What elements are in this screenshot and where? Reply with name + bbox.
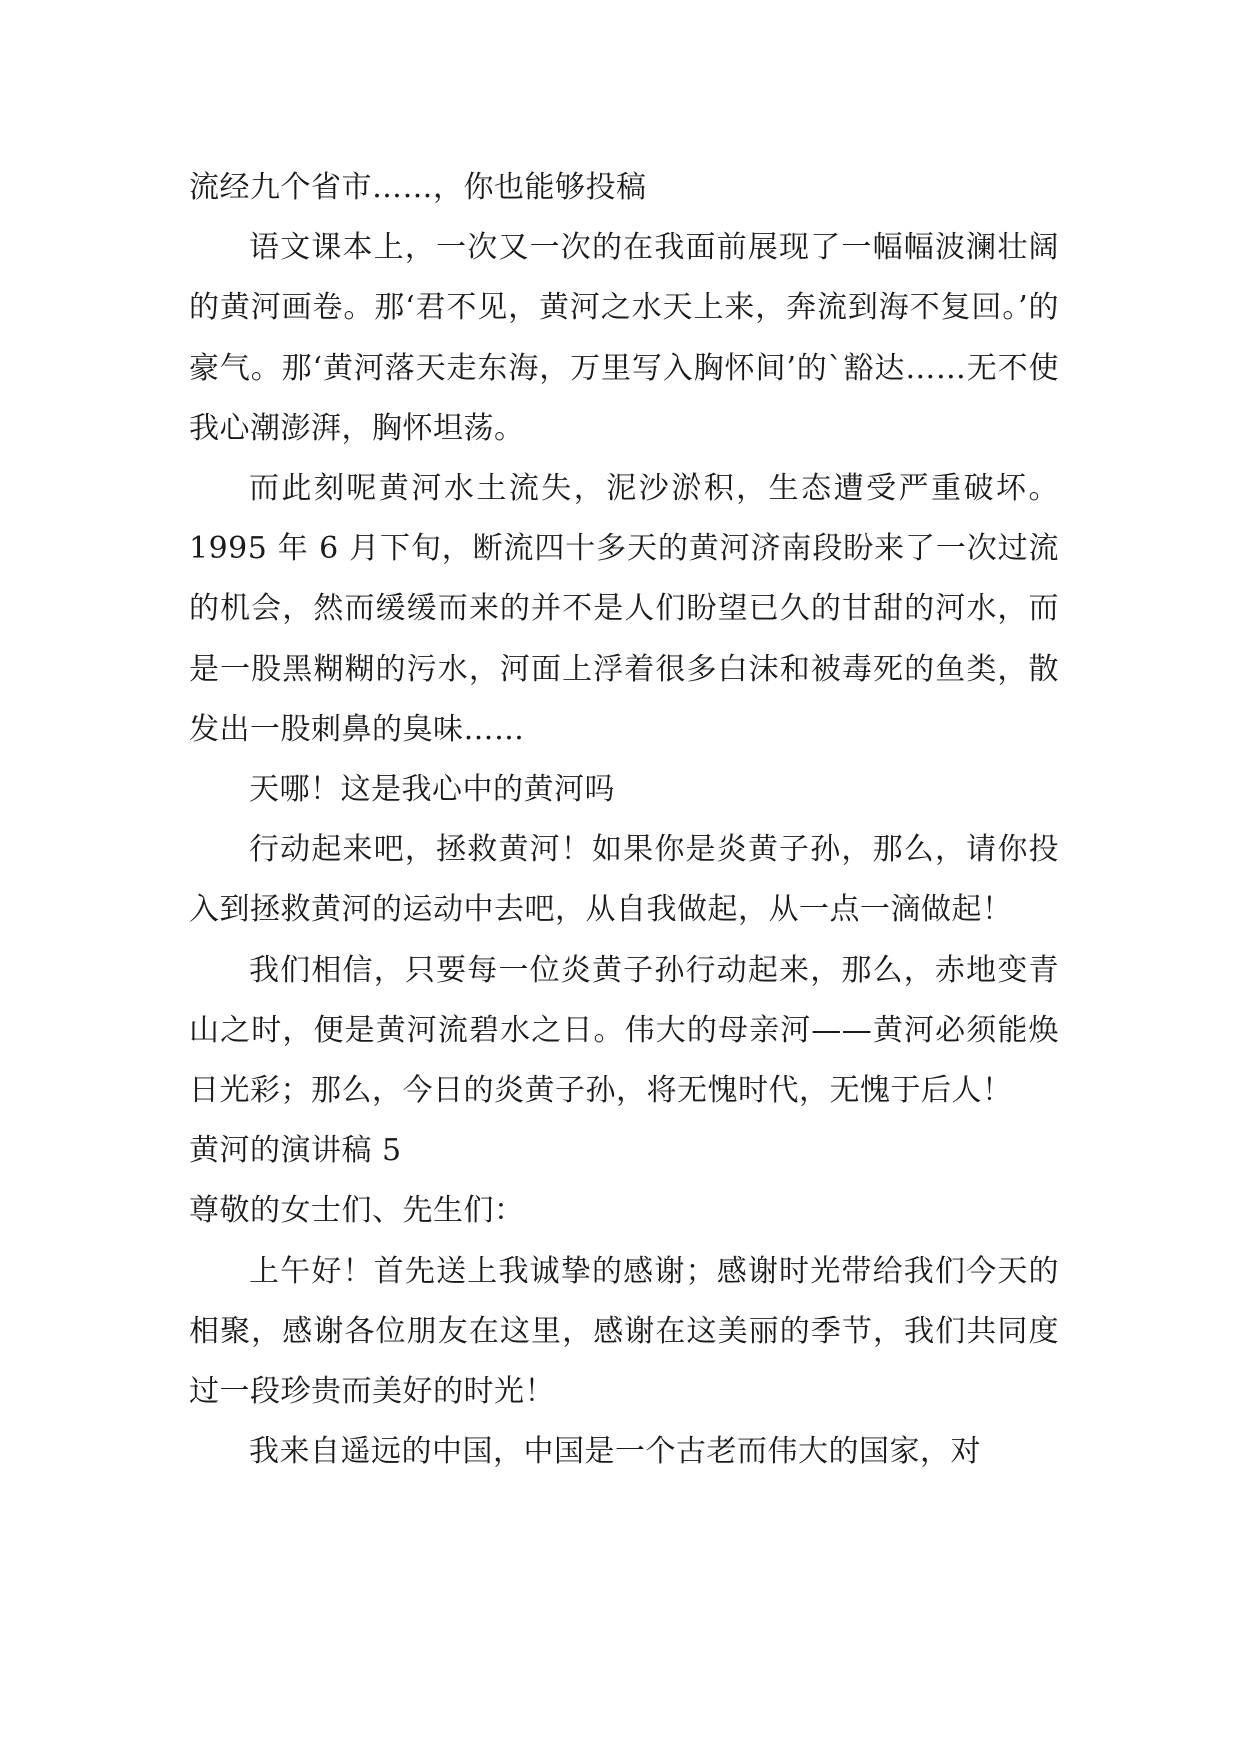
paragraph: 上午好！首先送上我诚挚的感谢；感谢时光带给我们今天的相聚，感谢各位朋友在这里，感谢在这美丽的季节，我们共同度过一段珍贵而美好的时光！ — [189, 1253, 1059, 1410]
paragraph: 而此刻呢黄河水土流失，泥沙淤积，生态遭受严重破坏。1995 年 6 月下旬，断流四十多天的黄河济南段盼来了一次过流的机会，然而缓缓而来的并不是人们盼望已久的甘甜的河水，而是一股黑糊糊的污水，河面上浮着很多白沫和被毒死的鱼类，散发出一股刺鼻的臭味…… — [189, 471, 1059, 747]
paragraph: 流经九个省市……，你也能够投稿 — [189, 170, 647, 205]
paragraph: 我来自遥远的中国，中国是一个古老而伟大的国家，对 — [249, 1434, 981, 1470]
salutation: 尊敬的女士们、先生们： — [189, 1193, 525, 1229]
paragraph: 行动起来吧，拯救黄河！如果你是炎黄子孙，那么，请你投入到拯救黄河的运动中去吧，从自我做起，从一点一滴做起！ — [189, 832, 1059, 928]
paragraph: 我们相信，只要每一位炎黄子孙行动起来，那么，赤地变青山之时，便是黄河流碧水之日。伟大的母亲河——黄河必须能焕日光彩；那么，今日的炎黄子孙，将无愧时代，无愧于后人！ — [189, 952, 1059, 1109]
paragraph: 语文课本上，一次又一次的在我面前展现了一幅幅波澜壮阔的黄河画卷。那‘君不见，黄河之水天上来，奔流到海不复回。’的豪气。那‘黄河落天走东海，万里写入胸怀间’的`豁达……无不使我心潮澎湃，胸怀坦荡。 — [189, 230, 1059, 446]
paragraph: 天哪！这是我心中的黄河吗 — [249, 772, 615, 808]
section-heading: 黄河的演讲稿 5 — [189, 1133, 402, 1169]
document-body — [189, 158, 1059, 1482]
